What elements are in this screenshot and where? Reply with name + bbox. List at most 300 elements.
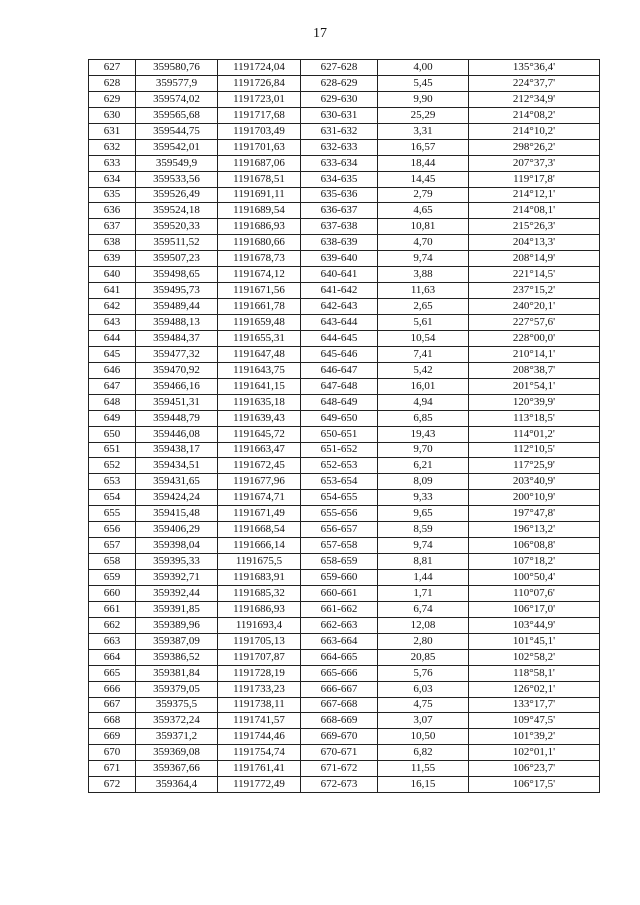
table-row (89, 681, 600, 697)
length-cell: 5,76 (378, 665, 469, 681)
point-number-cell: 656 (89, 522, 136, 538)
x-coordinate-cell: 359448,79 (136, 410, 218, 426)
bearing-cell: 126°02,1' (469, 681, 600, 697)
segment-cell: 627-628 (301, 60, 378, 76)
segment-cell: 639-640 (301, 251, 378, 267)
point-number-cell: 653 (89, 474, 136, 490)
segment-cell: 642-643 (301, 299, 378, 315)
bearing-cell: 203°40,9' (469, 474, 600, 490)
y-coordinate-cell: 1191738,11 (218, 697, 301, 713)
table-row (89, 394, 600, 410)
point-number-cell: 666 (89, 681, 136, 697)
bearing-cell: 107°18,2' (469, 554, 600, 570)
table-row (89, 633, 600, 649)
bearing-cell: 106°17,0' (469, 601, 600, 617)
point-number-cell: 641 (89, 283, 136, 299)
length-cell: 1,71 (378, 585, 469, 601)
point-number-cell: 663 (89, 633, 136, 649)
table-row (89, 346, 600, 362)
x-coordinate-cell: 359526,49 (136, 187, 218, 203)
table-row (89, 585, 600, 601)
point-number-cell: 658 (89, 554, 136, 570)
x-coordinate-cell: 359398,04 (136, 538, 218, 554)
table-row (89, 330, 600, 346)
y-coordinate-cell: 1191703,49 (218, 123, 301, 139)
table-row (89, 60, 600, 76)
point-number-cell: 632 (89, 139, 136, 155)
x-coordinate-cell: 359438,17 (136, 442, 218, 458)
bearing-cell: 120°39,9' (469, 394, 600, 410)
point-number-cell: 654 (89, 490, 136, 506)
point-number-cell: 669 (89, 729, 136, 745)
table-row (89, 426, 600, 442)
x-coordinate-cell: 359520,33 (136, 219, 218, 235)
bearing-cell: 101°39,2' (469, 729, 600, 745)
point-number-cell: 651 (89, 442, 136, 458)
length-cell: 11,55 (378, 761, 469, 777)
bearing-cell: 204°13,3' (469, 235, 600, 251)
bearing-cell: 208°38,7' (469, 362, 600, 378)
length-cell: 4,65 (378, 203, 469, 219)
bearing-cell: 113°18,5' (469, 410, 600, 426)
x-coordinate-cell: 359367,66 (136, 761, 218, 777)
bearing-cell: 101°45,1' (469, 633, 600, 649)
length-cell: 8,81 (378, 554, 469, 570)
length-cell: 10,50 (378, 729, 469, 745)
table-row (89, 506, 600, 522)
point-number-cell: 638 (89, 235, 136, 251)
bearing-cell: 221°14,5' (469, 267, 600, 283)
point-number-cell: 640 (89, 267, 136, 283)
length-cell: 12,08 (378, 617, 469, 633)
segment-cell: 671-672 (301, 761, 378, 777)
table-row (89, 362, 600, 378)
table-row (89, 107, 600, 123)
bearing-cell: 196°13,2' (469, 522, 600, 538)
length-cell: 5,42 (378, 362, 469, 378)
x-coordinate-cell: 359395,33 (136, 554, 218, 570)
segment-cell: 672-673 (301, 777, 378, 793)
table-row (89, 75, 600, 91)
table-row (89, 187, 600, 203)
x-coordinate-cell: 359577,9 (136, 75, 218, 91)
x-coordinate-cell: 359542,01 (136, 139, 218, 155)
segment-cell: 650-651 (301, 426, 378, 442)
segment-cell: 634-635 (301, 171, 378, 187)
length-cell: 4,00 (378, 60, 469, 76)
bearing-cell: 114°01,2' (469, 426, 600, 442)
x-coordinate-cell: 359386,52 (136, 649, 218, 665)
point-number-cell: 671 (89, 761, 136, 777)
point-number-cell: 652 (89, 458, 136, 474)
x-coordinate-cell: 359424,24 (136, 490, 218, 506)
x-coordinate-cell: 359580,76 (136, 60, 218, 76)
length-cell: 6,85 (378, 410, 469, 426)
x-coordinate-cell: 359544,75 (136, 123, 218, 139)
point-number-cell: 642 (89, 299, 136, 315)
x-coordinate-cell: 359507,23 (136, 251, 218, 267)
y-coordinate-cell: 1191686,93 (218, 601, 301, 617)
bearing-cell: 118°58,1' (469, 665, 600, 681)
y-coordinate-cell: 1191680,66 (218, 235, 301, 251)
bearing-cell: 110°07,6' (469, 585, 600, 601)
length-cell: 9,74 (378, 538, 469, 554)
table-row (89, 617, 600, 633)
bearing-cell: 240°20,1' (469, 299, 600, 315)
table-row (89, 91, 600, 107)
table-row (89, 155, 600, 171)
x-coordinate-cell: 359574,02 (136, 91, 218, 107)
bearing-cell: 227°57,6' (469, 315, 600, 331)
y-coordinate-cell: 1191726,84 (218, 75, 301, 91)
point-number-cell: 629 (89, 91, 136, 107)
segment-cell: 648-649 (301, 394, 378, 410)
x-coordinate-cell: 359470,92 (136, 362, 218, 378)
point-number-cell: 668 (89, 713, 136, 729)
length-cell: 20,85 (378, 649, 469, 665)
table-row (89, 490, 600, 506)
segment-cell: 651-652 (301, 442, 378, 458)
y-coordinate-cell: 1191693,4 (218, 617, 301, 633)
y-coordinate-cell: 1191691,11 (218, 187, 301, 203)
y-coordinate-cell: 1191717,68 (218, 107, 301, 123)
bearing-cell: 201°54,1' (469, 378, 600, 394)
bearing-cell: 106°08,8' (469, 538, 600, 554)
bearing-cell: 102°58,2' (469, 649, 600, 665)
y-coordinate-cell: 1191674,12 (218, 267, 301, 283)
y-coordinate-cell: 1191671,56 (218, 283, 301, 299)
y-coordinate-cell: 1191647,48 (218, 346, 301, 362)
point-number-cell: 672 (89, 777, 136, 793)
length-cell: 9,90 (378, 91, 469, 107)
length-cell: 2,80 (378, 633, 469, 649)
length-cell: 4,70 (378, 235, 469, 251)
length-cell: 2,65 (378, 299, 469, 315)
bearing-cell: 298°26,2' (469, 139, 600, 155)
x-coordinate-cell: 359477,32 (136, 346, 218, 362)
bearing-cell: 117°25,9' (469, 458, 600, 474)
point-number-cell: 657 (89, 538, 136, 554)
table-row (89, 554, 600, 570)
bearing-cell: 224°37,7' (469, 75, 600, 91)
x-coordinate-cell: 359549,9 (136, 155, 218, 171)
table-row (89, 458, 600, 474)
table-row (89, 570, 600, 586)
length-cell: 10,81 (378, 219, 469, 235)
table-row (89, 203, 600, 219)
point-number-cell: 648 (89, 394, 136, 410)
length-cell: 11,63 (378, 283, 469, 299)
length-cell: 3,31 (378, 123, 469, 139)
x-coordinate-cell: 359381,84 (136, 665, 218, 681)
y-coordinate-cell: 1191661,78 (218, 299, 301, 315)
table-row (89, 649, 600, 665)
y-coordinate-cell: 1191733,23 (218, 681, 301, 697)
y-coordinate-cell: 1191707,87 (218, 649, 301, 665)
length-cell: 9,74 (378, 251, 469, 267)
y-coordinate-cell: 1191675,5 (218, 554, 301, 570)
point-number-cell: 637 (89, 219, 136, 235)
bearing-cell: 214°08,2' (469, 107, 600, 123)
x-coordinate-cell: 359379,05 (136, 681, 218, 697)
segment-cell: 662-663 (301, 617, 378, 633)
table-row (89, 729, 600, 745)
table-row (89, 697, 600, 713)
segment-cell: 669-670 (301, 729, 378, 745)
x-coordinate-cell: 359565,68 (136, 107, 218, 123)
length-cell: 9,33 (378, 490, 469, 506)
point-number-cell: 646 (89, 362, 136, 378)
segment-cell: 646-647 (301, 362, 378, 378)
bearing-cell: 215°26,3' (469, 219, 600, 235)
table-row (89, 251, 600, 267)
segment-cell: 633-634 (301, 155, 378, 171)
y-coordinate-cell: 1191687,06 (218, 155, 301, 171)
segment-cell: 643-644 (301, 315, 378, 331)
segment-cell: 656-657 (301, 522, 378, 538)
coordinates-table (88, 59, 600, 793)
x-coordinate-cell: 359387,09 (136, 633, 218, 649)
table-row (89, 299, 600, 315)
table-row (89, 745, 600, 761)
table-row (89, 410, 600, 426)
segment-cell: 636-637 (301, 203, 378, 219)
point-number-cell: 665 (89, 665, 136, 681)
x-coordinate-cell: 359495,73 (136, 283, 218, 299)
y-coordinate-cell: 1191686,93 (218, 219, 301, 235)
y-coordinate-cell: 1191754,74 (218, 745, 301, 761)
x-coordinate-cell: 359369,08 (136, 745, 218, 761)
segment-cell: 659-660 (301, 570, 378, 586)
segment-cell: 654-655 (301, 490, 378, 506)
segment-cell: 644-645 (301, 330, 378, 346)
length-cell: 19,43 (378, 426, 469, 442)
bearing-cell: 210°14,1' (469, 346, 600, 362)
length-cell: 5,45 (378, 75, 469, 91)
bearing-cell: 200°10,9' (469, 490, 600, 506)
y-coordinate-cell: 1191683,91 (218, 570, 301, 586)
segment-cell: 638-639 (301, 235, 378, 251)
point-number-cell: 661 (89, 601, 136, 617)
y-coordinate-cell: 1191655,31 (218, 330, 301, 346)
point-number-cell: 631 (89, 123, 136, 139)
bearing-cell: 133°17,7' (469, 697, 600, 713)
bearing-cell: 106°17,5' (469, 777, 600, 793)
y-coordinate-cell: 1191744,46 (218, 729, 301, 745)
y-coordinate-cell: 1191677,96 (218, 474, 301, 490)
y-coordinate-cell: 1191689,54 (218, 203, 301, 219)
length-cell: 2,79 (378, 187, 469, 203)
length-cell: 10,54 (378, 330, 469, 346)
segment-cell: 635-636 (301, 187, 378, 203)
segment-cell: 658-659 (301, 554, 378, 570)
point-number-cell: 635 (89, 187, 136, 203)
x-coordinate-cell: 359446,08 (136, 426, 218, 442)
table-row (89, 283, 600, 299)
table-row (89, 315, 600, 331)
coordinates-table-body (89, 60, 600, 793)
point-number-cell: 634 (89, 171, 136, 187)
length-cell: 14,45 (378, 171, 469, 187)
length-cell: 5,61 (378, 315, 469, 331)
table-row (89, 713, 600, 729)
length-cell: 6,21 (378, 458, 469, 474)
y-coordinate-cell: 1191672,45 (218, 458, 301, 474)
x-coordinate-cell: 359415,48 (136, 506, 218, 522)
table-row (89, 474, 600, 490)
segment-cell: 660-661 (301, 585, 378, 601)
length-cell: 16,15 (378, 777, 469, 793)
x-coordinate-cell: 359434,51 (136, 458, 218, 474)
segment-cell: 630-631 (301, 107, 378, 123)
segment-cell: 657-658 (301, 538, 378, 554)
bearing-cell: 208°14,9' (469, 251, 600, 267)
y-coordinate-cell: 1191705,13 (218, 633, 301, 649)
segment-cell: 641-642 (301, 283, 378, 299)
x-coordinate-cell: 359372,24 (136, 713, 218, 729)
table-row (89, 665, 600, 681)
point-number-cell: 655 (89, 506, 136, 522)
segment-cell: 645-646 (301, 346, 378, 362)
table-row (89, 219, 600, 235)
table-row (89, 171, 600, 187)
segment-cell: 667-668 (301, 697, 378, 713)
point-number-cell: 628 (89, 75, 136, 91)
segment-cell: 628-629 (301, 75, 378, 91)
bearing-cell: 103°44,9' (469, 617, 600, 633)
point-number-cell: 650 (89, 426, 136, 442)
point-number-cell: 645 (89, 346, 136, 362)
segment-cell: 647-648 (301, 378, 378, 394)
table-row (89, 139, 600, 155)
x-coordinate-cell: 359371,2 (136, 729, 218, 745)
point-number-cell: 627 (89, 60, 136, 76)
x-coordinate-cell: 359392,71 (136, 570, 218, 586)
length-cell: 18,44 (378, 155, 469, 171)
length-cell: 16,01 (378, 378, 469, 394)
length-cell: 1,44 (378, 570, 469, 586)
x-coordinate-cell: 359489,44 (136, 299, 218, 315)
page-number: 17 (313, 26, 327, 41)
y-coordinate-cell: 1191701,63 (218, 139, 301, 155)
bearing-cell: 135°36,4' (469, 60, 600, 76)
x-coordinate-cell: 359533,56 (136, 171, 218, 187)
bearing-cell: 106°23,7' (469, 761, 600, 777)
y-coordinate-cell: 1191728,19 (218, 665, 301, 681)
bearing-cell: 212°34,9' (469, 91, 600, 107)
y-coordinate-cell: 1191761,41 (218, 761, 301, 777)
bearing-cell: 100°50,4' (469, 570, 600, 586)
table-row (89, 777, 600, 793)
x-coordinate-cell: 359451,31 (136, 394, 218, 410)
length-cell: 8,59 (378, 522, 469, 538)
bearing-cell: 112°10,5' (469, 442, 600, 458)
point-number-cell: 649 (89, 410, 136, 426)
y-coordinate-cell: 1191741,57 (218, 713, 301, 729)
y-coordinate-cell: 1191641,15 (218, 378, 301, 394)
table-row (89, 235, 600, 251)
length-cell: 9,70 (378, 442, 469, 458)
bearing-cell: 102°01,1' (469, 745, 600, 761)
bearing-cell: 214°08,1' (469, 203, 600, 219)
segment-cell: 668-669 (301, 713, 378, 729)
x-coordinate-cell: 359498,65 (136, 267, 218, 283)
table-row (89, 123, 600, 139)
point-number-cell: 633 (89, 155, 136, 171)
point-number-cell: 659 (89, 570, 136, 586)
y-coordinate-cell: 1191674,71 (218, 490, 301, 506)
length-cell: 9,65 (378, 506, 469, 522)
point-number-cell: 630 (89, 107, 136, 123)
segment-cell: 637-638 (301, 219, 378, 235)
x-coordinate-cell: 359389,96 (136, 617, 218, 633)
segment-cell: 666-667 (301, 681, 378, 697)
y-coordinate-cell: 1191643,75 (218, 362, 301, 378)
segment-cell: 665-666 (301, 665, 378, 681)
bearing-cell: 214°10,2' (469, 123, 600, 139)
x-coordinate-cell: 359484,37 (136, 330, 218, 346)
y-coordinate-cell: 1191645,72 (218, 426, 301, 442)
segment-cell: 663-664 (301, 633, 378, 649)
x-coordinate-cell: 359466,16 (136, 378, 218, 394)
y-coordinate-cell: 1191724,04 (218, 60, 301, 76)
point-number-cell: 639 (89, 251, 136, 267)
y-coordinate-cell: 1191685,32 (218, 585, 301, 601)
x-coordinate-cell: 359511,52 (136, 235, 218, 251)
x-coordinate-cell: 359364,4 (136, 777, 218, 793)
y-coordinate-cell: 1191635,18 (218, 394, 301, 410)
point-number-cell: 636 (89, 203, 136, 219)
y-coordinate-cell: 1191668,54 (218, 522, 301, 538)
segment-cell: 649-650 (301, 410, 378, 426)
bearing-cell: 197°47,8' (469, 506, 600, 522)
x-coordinate-cell: 359524,18 (136, 203, 218, 219)
point-number-cell: 644 (89, 330, 136, 346)
x-coordinate-cell: 359431,65 (136, 474, 218, 490)
length-cell: 4,75 (378, 697, 469, 713)
length-cell: 8,09 (378, 474, 469, 490)
point-number-cell: 660 (89, 585, 136, 601)
segment-cell: 670-671 (301, 745, 378, 761)
y-coordinate-cell: 1191659,48 (218, 315, 301, 331)
length-cell: 3,88 (378, 267, 469, 283)
segment-cell: 661-662 (301, 601, 378, 617)
bearing-cell: 214°12,1' (469, 187, 600, 203)
table-row (89, 267, 600, 283)
segment-cell: 655-656 (301, 506, 378, 522)
bearing-cell: 207°37,3' (469, 155, 600, 171)
length-cell: 16,57 (378, 139, 469, 155)
bearing-cell: 228°00,0' (469, 330, 600, 346)
length-cell: 4,94 (378, 394, 469, 410)
length-cell: 6,82 (378, 745, 469, 761)
length-cell: 6,74 (378, 601, 469, 617)
bearing-cell: 237°15,2' (469, 283, 600, 299)
segment-cell: 653-654 (301, 474, 378, 490)
segment-cell: 652-653 (301, 458, 378, 474)
y-coordinate-cell: 1191678,73 (218, 251, 301, 267)
segment-cell: 632-633 (301, 139, 378, 155)
point-number-cell: 667 (89, 697, 136, 713)
table-row (89, 442, 600, 458)
table-row (89, 522, 600, 538)
length-cell: 6,03 (378, 681, 469, 697)
point-number-cell: 647 (89, 378, 136, 394)
table-row (89, 538, 600, 554)
y-coordinate-cell: 1191772,49 (218, 777, 301, 793)
table-row (89, 601, 600, 617)
point-number-cell: 662 (89, 617, 136, 633)
